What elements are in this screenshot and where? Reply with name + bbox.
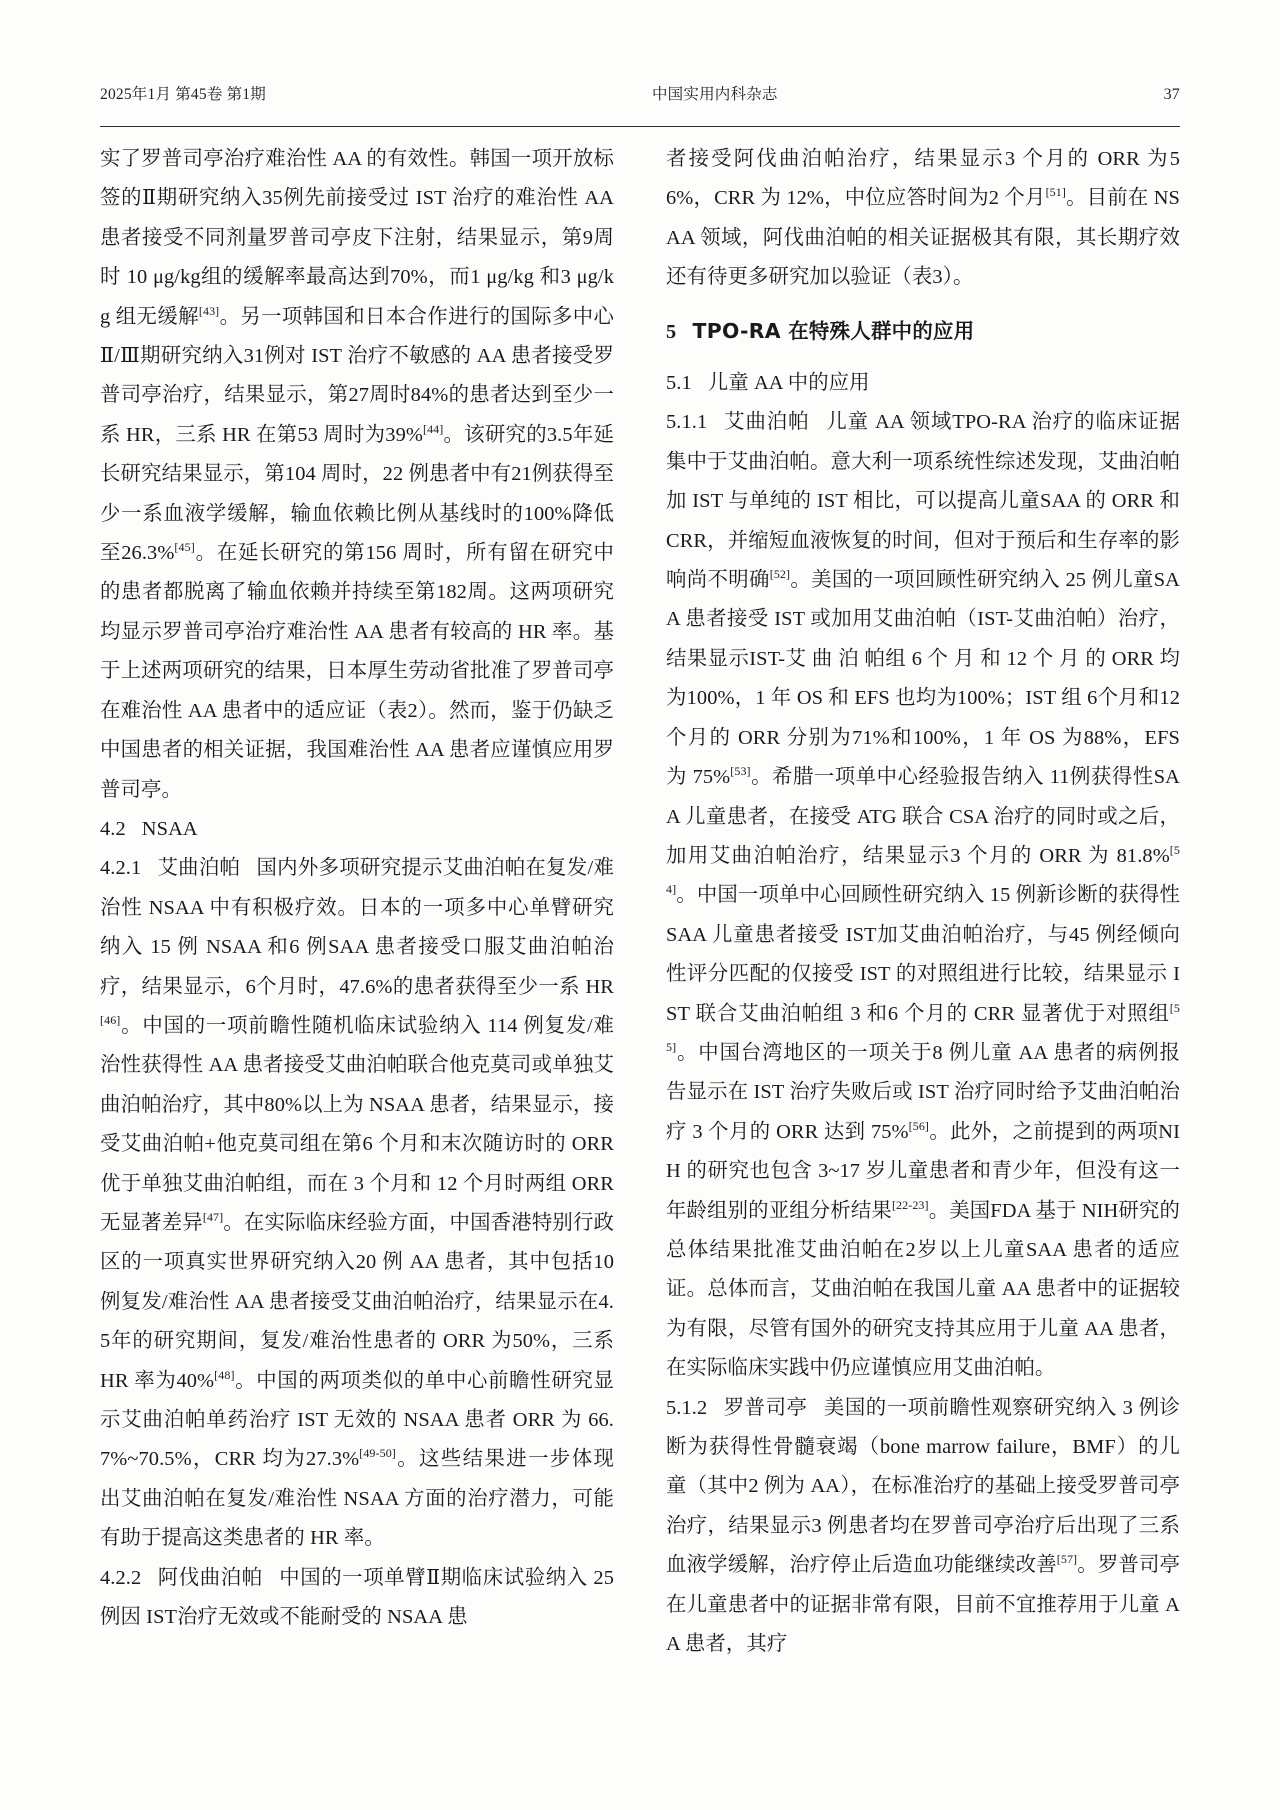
section-5-1-2-label: 罗普司亭 — [723, 1396, 808, 1419]
reference-marker: [53] — [730, 764, 751, 779]
paragraph-avatrombopag-continued: 者接受阿伐曲泊帕治疗，结果显示3 个月的 ORR 为56%，CRR 为 12%，中位应答时间为2 个月[51]。目前在 NSAA 领域，阿伐曲泊帕的相关证据极其有限，其长期疗效还有待更多研究加以验证（表3）。 — [666, 148, 1180, 289]
section-4-2-number: 4.2 — [100, 817, 126, 840]
reference-marker: [54] — [666, 843, 1180, 897]
reference-marker: [52] — [769, 567, 791, 582]
section-4-2-2-body: 中国的一项单臂Ⅱ期临床试验纳入 25 例因 IST治疗无效或不能耐受的 NSAA 患 — [100, 1566, 614, 1629]
reference-marker: [47] — [202, 1210, 224, 1225]
paragraph-4-2-1-eltrombopag — [100, 849, 614, 1558]
section-4-2-1-body: 国内外多项研究提示艾曲泊帕在复发/难治性 NSAA 中有积极疗效。日本的一项多中心单臂研究纳入 15 例 NSAA 和6 例SAA 患者接受口服艾曲泊帕治疗，结果显示，6个月时，47.6%的患者获得至少一系 HR[46]。中国的一项前瞻性随机临床试验纳入 114 例复发/难治性获得性 AA 患者接受艾曲泊帕联合他克莫司或单独艾曲泊帕治疗，其中80%以上为 NSAA 患者，结果显示，接受艾曲泊帕+他克莫司组在第6 个月和末次随访时的 ORR 优于单独艾曲泊帕组，而在 3 个月和 12 个月时两组 ORR 无显著差异[47]。在实际临床经验方面，中国香港特别行政区的一项真实世界研究纳入20 例 AA 患者，其中包括10例复发/难治性 AA 患者接受艾曲泊帕治疗，结果显示在4.5年的研究期间，复发/难治性患者的 ORR 为50%，三系 HR 率为40%[48]。中国的两项类似的单中心前瞻性研究显示艾曲泊帕单药治疗 IST 无效的 NSAA 患者 ORR 为 66.7%~70.5%，CRR 均为27.3%[49-50]。这些结果进一步体现出艾曲泊帕在复发/难治性 NSAA 方面的治疗潜力，可能有助于提高这类患者的 HR 率。 — [100, 857, 615, 1550]
section-5-1-pediatric-aa — [666, 364, 1180, 403]
reference-marker: [44] — [422, 422, 444, 437]
section-5-number: 5 — [666, 320, 677, 343]
section-5-tpo-ra-special-populations — [666, 312, 1180, 352]
body-columns — [100, 140, 1180, 1664]
section-5-1-1-label: 艾曲泊帕 — [723, 411, 810, 434]
reference-marker: [22-23] — [891, 1197, 929, 1212]
section-5-1-1-body: 儿童 AA 领域TPO-RA 治疗的临床证据集中于艾曲泊帕。意大利一项系统性综述发现，艾曲泊帕加 IST 与单纯的 IST 相比，可以提高儿童SAA 的 ORR 和 CRR，并缩短血液恢复的时间，但对于预后和生存率的影响尚不明确[52]。美国的一项回顾性研究纳入 25 例儿童SAA 患者接受 IST 或加用艾曲泊帕（IST-艾曲泊帕）治疗，结果显示IST-艾 曲 泊 帕组 6 个 月 和 12 个 月 的 ORR 均为100%，1 年 OS 和 EFS 也均为100%；IST 组 6个月和12个月的 ORR 分别为71%和100%，1 年 OS 为88%，EFS 为 75%[53]。希腊一项单中心经验报告纳入 11例获得性SAA 儿童患者，在接受 ATG 联合 CSA 治疗的同时或之后，加用艾曲泊帕治疗，结果显示3 个月的 ORR 为 81.8%[54]。中国一项单中心回顾性研究纳入 15 例新诊断的获得性SAA 儿童患者接受 IST加艾曲泊帕治疗，与45 例经倾向性评分匹配的仅接受 IST 的对照组进行比较，结果显示 IST 联合艾曲泊帕组 3 和6 个月的 CRR 显著优于对照组[55]。中国台湾地区的一项关于8 例儿童 AA 患者的病例报告显示在 IST 治疗失败后或 IST 治疗同时给予艾曲泊帕治疗 3 个月的 ORR 达到 75%[56]。此外，之前提到的两项NIH 的研究也包含 3~17 岁儿童患者和青少年，但没有这一年龄组别的亚组分析结果[22-23]。美国FDA 基于 NIH研究的总体结果批准艾曲泊帕在2岁以上儿童SAA 患者的适应证。总体而言，艾曲泊帕在我国儿童 AA 患者中的证据较为有限，尽管有国外的研究支持其应用于儿童 AA 患者，在实际临床实践中仍应谨慎应用艾曲泊帕。 — [666, 411, 1180, 1380]
section-4-2-1-number: 4.2.1 — [100, 857, 142, 880]
section-5-1-1-number: 5.1.1 — [666, 411, 708, 434]
paragraph-5-1-1-eltrombopag-pediatric — [666, 403, 1180, 1388]
reference-marker: [55] — [666, 1000, 1180, 1055]
section-4-2-nsaa — [100, 810, 614, 849]
section-5-1-title: 儿童 AA 中的应用 — [707, 372, 870, 395]
paragraph-romiplostim-refractory-aa: 实了罗普司亭治疗难治性 AA 的有效性。韩国一项开放标签的Ⅱ期研究纳入35例先前接受过 IST 治疗的难治性 AA 患者接受不同剂量罗普司亭皮下注射，结果显示，第9周时 10 μg/kg组的缓解率最高达到70%，而1 μg/kg 和3 μg/kg 组无缓解[43]。另一项韩国和日本合作进行的国际多中心Ⅱ/Ⅲ期研究纳入31例对 IST 治疗不敏感的 AA 患者接受罗普司亭治疗，结果显示，第27周时84%的患者达到至少一系 HR，三系 HR 在第53 周时为39%[44]。该研究的3.5年延长研究结果显示，第104 周时，22 例患者中有21例获得至少一系血液学缓解，输血依赖比例从基线时的100%降低至26.3%[45]。在延长研究的第156 周时，所有留在研究中的患者都脱离了输血依赖并持续至第182周。这两项研究均显示罗普司亭治疗难治性 AA 患者有较高的 HR 率。基于上述两项研究的结果，日本厚生劳动省批准了罗普司亭在难治性 AA 患者中的适应证（表2）。然而，鉴于仍缺乏中国患者的相关证据，我国难治性 AA 患者应谨慎应用罗普司亭。 — [100, 148, 614, 801]
reference-marker: [46] — [100, 1013, 121, 1028]
reference-marker: [43] — [198, 303, 220, 318]
left-column — [100, 140, 614, 1664]
section-4-2-title: NSAA — [141, 817, 198, 840]
reference-marker: [45] — [174, 540, 195, 555]
running-head-issue: 2025年1月 第45卷 第1期 — [100, 86, 266, 103]
reference-marker: [49-50] — [359, 1446, 396, 1461]
reference-marker: [48] — [214, 1367, 235, 1382]
section-5-1-2-number: 5.1.2 — [666, 1396, 708, 1419]
section-5-1-2-body: 美国的一项前瞻性观察研究纳入 3 例诊断为获得性骨髓衰竭（bone marrow failure，BMF）的儿童（其中2 例为 AA），在标准治疗的基础上接受罗普司亭治疗，结果显示3 例患者均在罗普司亭治疗后出现了三系血液学缓解，治疗停止后造血功能继续改善[57]。罗普司亭在儿童患者中的证据非常有限，目前不宜推荐用于儿童 AA 患者，其疗 — [666, 1396, 1181, 1656]
right-column — [666, 140, 1180, 1664]
running-head-journal: 中国实用内科杂志 — [651, 86, 778, 103]
section-5-1-number: 5.1 — [666, 372, 692, 395]
paragraph-5-1-2-romiplostim-pediatric — [666, 1389, 1180, 1665]
paragraph-4-2-2-avatrombopag — [100, 1559, 614, 1638]
reference-marker: [57] — [1056, 1552, 1078, 1567]
reference-marker: [51] — [1045, 185, 1066, 200]
section-5-title: TPO-RA 在特殊人群中的应用 — [692, 318, 975, 343]
section-4-2-2-number: 4.2.2 — [100, 1566, 142, 1589]
running-head — [100, 82, 1180, 108]
page-number: 37 — [1163, 86, 1180, 103]
section-4-2-2-label: 阿伐曲泊帕 — [157, 1566, 263, 1589]
section-4-2-1-label: 艾曲泊帕 — [157, 857, 241, 880]
reference-marker: [56] — [908, 1118, 930, 1133]
header-divider-rule — [100, 126, 1180, 127]
